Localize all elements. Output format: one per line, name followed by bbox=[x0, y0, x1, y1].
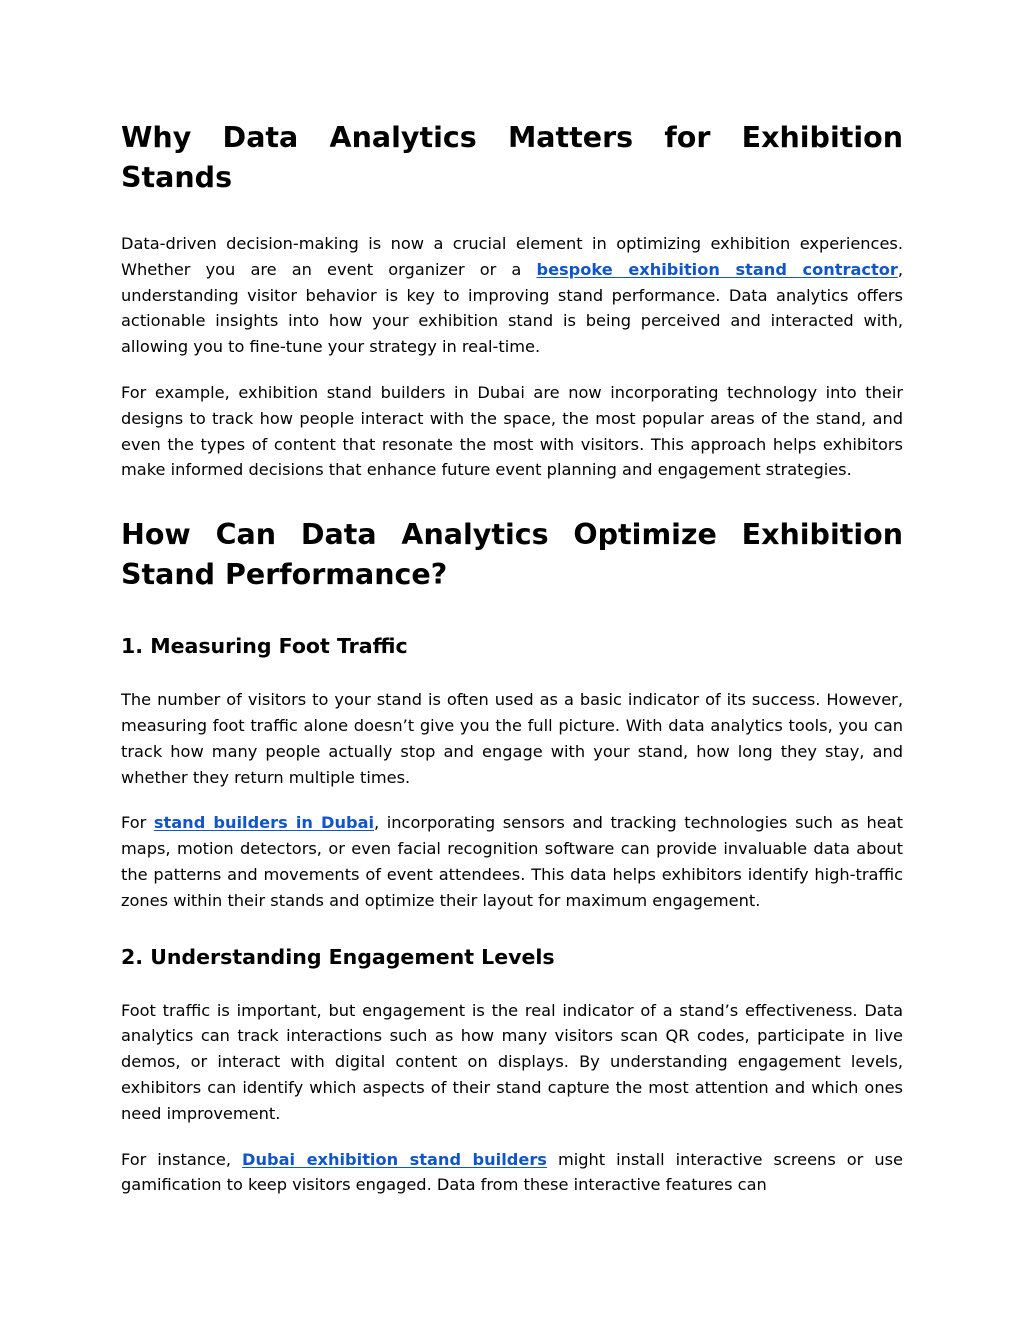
document-page bbox=[121, 118, 903, 1198]
paragraph-engagement-instance bbox=[121, 1147, 903, 1199]
link-dubai-exhibition-stand-builders[interactable]: Dubai exhibition stand builders bbox=[242, 1149, 547, 1169]
link-stand-builders-in-dubai[interactable]: stand builders in Dubai bbox=[153, 813, 375, 833]
paragraph-engagement: Foot traffic is important, but engagement is the real indicator of a stand’s effectiveness. Data analytics can track interactions such as how many visitors scan QR codes, participate in live demos, or interact with digital content on displays. By understanding engagement levels, exhibitors can identify which aspects of their stand capture the most attention and which ones need improvement. bbox=[121, 1000, 903, 1123]
paragraph-foot-traffic: The number of visitors to your stand is often used as a basic indicator of its success. However, measuring foot traffic alone doesn’t give you the full picture. With data analytics tools, you can track how many people actually stop and engage with your stand, how long they stay, and whether they return multiple times. bbox=[121, 690, 903, 787]
paragraph-text: For instance, bbox=[121, 1149, 243, 1169]
paragraph-intro bbox=[121, 231, 903, 360]
subheading-measuring-foot-traffic: 1. Measuring Foot Traffic bbox=[121, 634, 408, 659]
paragraph-text: , understanding visitor behavior is key to improving stand performance. Data analytics offers actionable insights into how your exhibition stand is being perceived and interacted with, allowing you to fine-tune your strategy in real-time. bbox=[121, 259, 903, 357]
paragraph-text: , incorporating sensors and tracking technologies such as heat maps, motion detectors, or even facial recognition software can provide invaluable data about the patterns and movements of event attendees. This data helps exhibitors identify high-traffic zones within their stands and optimize their layout for maximum engagement. bbox=[121, 813, 903, 910]
paragraph-example: For example, exhibition stand builders in Dubai are now incorporating technology into their designs to track how people interact with the space, the most popular areas of the stand, and even the types of content that resonate the most with visitors. This approach helps exhibitors make informed decisions that enhance future event planning and engagement strategies. bbox=[121, 382, 903, 480]
paragraph-foot-traffic-dubai bbox=[121, 810, 903, 913]
paragraph-text: might install interactive screens or use gamification to keep visitors engaged. Data from these interactive features can bbox=[121, 1149, 903, 1195]
heading-how-data-analytics-optimize: How Can Data Analytics Optimize Exhibition Stand Performance? bbox=[121, 518, 903, 592]
subheading-understanding-engagement-levels: 2. Understanding Engagement Levels bbox=[121, 944, 555, 969]
paragraph-text: For bbox=[121, 813, 154, 833]
heading-why-data-analytics: Why Data Analytics Matters for Exhibition Stands bbox=[121, 121, 903, 194]
link-bespoke-exhibition-stand-contractor[interactable]: bespoke exhibition stand contractor bbox=[536, 259, 898, 279]
paragraph-text: Data-driven decision-making is now a crucial element in optimizing exhibition experiences. Whether you are an event organizer or a bbox=[121, 234, 903, 279]
